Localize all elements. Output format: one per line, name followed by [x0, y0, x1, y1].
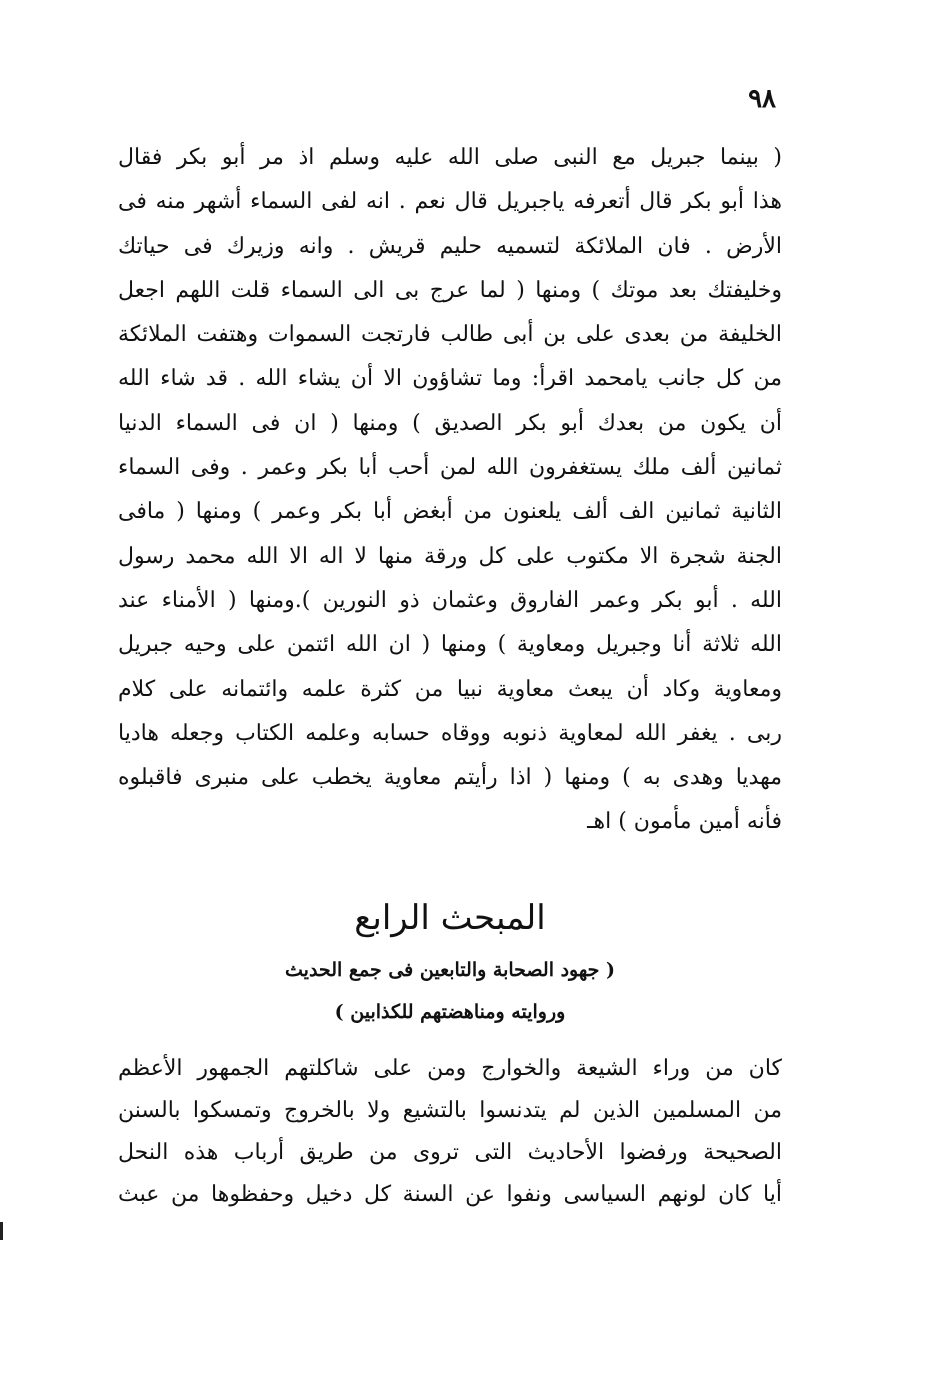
text-line: فأنه أمين مأمون ) اهـ — [587, 809, 782, 835]
text-line: الثانية ثمانين الف ألف يلعنون من أبغض أبا بكر وعمر ) ومنها ( مافى — [118, 499, 782, 525]
section-subtitle-line-2: وروايته ومناهضتهم للكذابين ) — [334, 1001, 566, 1023]
first-passage — [118, 136, 782, 845]
text-line: الجنة شجرة الا مكتوب على كل ورقة منها لا اله الا الله محمد رسول — [118, 543, 782, 569]
scan-edge-mark — [0, 1222, 3, 1240]
text-line: من كل جانب يامحمد اقرأ: وما تشاؤون الا أن يشاء الله . قد شاء الله — [118, 366, 782, 392]
text-line: ثمانين ألف ملك يستغفرون الله لمن أحب أبا بكر وعمر . وفى السماء — [118, 455, 782, 481]
text-line: أيا كان لونهم السياسى ونفوا عن السنة كل دخيل وحفظوها من عبث — [118, 1182, 782, 1207]
text-line: أن يكون من بعدك أبو بكر الصديق ) ومنها ( ان فى السماء الدنيا — [118, 410, 782, 436]
text-line: الله . أبو بكر وعمر الفاروق وعثمان ذو النورين ).ومنها ( الأمناء عند — [118, 587, 782, 613]
text-line: وخليفتك بعد موتك ) ومنها ( لما عرج بى الى السماء قلت اللهم اجعل — [118, 277, 782, 303]
text-line: الصحيحة ورفضوا الأحاديث التى تروى من طريق أرباب هذه النحل — [118, 1140, 782, 1165]
text-line: الخليفة من بعدى على بن أبى طالب فارتجت السموات وهتفت الملائكة — [118, 322, 782, 348]
text-line: ومعاوية وكاد أن يبعث معاوية نبيا من كثرة علمه وائتمانه على كلام — [118, 676, 782, 702]
section-subtitle-line-1: ( جهود الصحابة والتابعين فى جمع الحديث — [285, 959, 615, 981]
text-line: كان من وراء الشيعة والخوارج ومن على شاكلتهم الجمهور الأعظم — [118, 1056, 782, 1081]
text-line: ربى . يغفر الله لمعاوية ذنوبه ووقاه حسابه وعلمه الكتاب وجعله هاديا — [118, 720, 782, 746]
text-line: الله ثلاثة أنا وجبريل ومعاوية ) ومنها ( ان الله ائتمن على وحيه جبريل — [118, 632, 782, 658]
text-line: مهديا وهدى به ) ومنها ( اذا رأيتم معاوية يخطب على منبرى فاقبلوه — [118, 765, 782, 791]
text-line: الأرض . فان الملائكة لتسميه حليم قريش . وانه وزيرك فى حياتك — [118, 233, 782, 259]
second-passage — [118, 1048, 782, 1216]
section-title: المبحث الرابع — [354, 898, 546, 938]
text-line: هذا أبو بكر قال أتعرفه ياجبريل قال نعم . انه لفى السماء أشهر منه فى — [118, 189, 782, 215]
text-line: من المسلمين الذين لم يتدنسوا بالتشيع ولا بالخروج وتمسكوا بالسنن — [118, 1098, 782, 1123]
page-number: ٩٨ — [748, 84, 776, 114]
text-line: ( بينما جبريل مع النبى صلى الله عليه وسلم اذ مر أبو بكر فقال — [118, 145, 782, 170]
